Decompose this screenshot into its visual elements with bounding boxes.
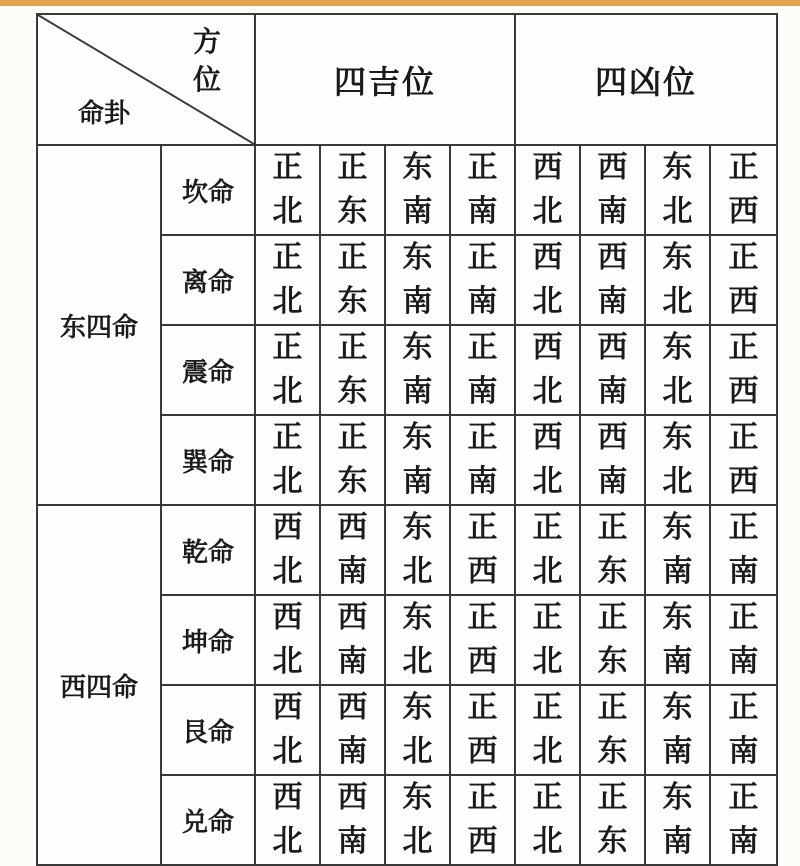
direction-char: 正: [728, 600, 759, 635]
direction-char: 北: [272, 194, 303, 229]
direction-char: 正: [532, 780, 563, 815]
direction-char: 东: [402, 510, 433, 545]
direction-char: 西: [532, 330, 563, 365]
direction-char: 北: [532, 554, 563, 589]
auspicious-direction-cell: [320, 775, 385, 865]
direction-char: 南: [337, 734, 368, 769]
trigram-label: 艮命: [161, 685, 255, 775]
direction-char: 东: [662, 150, 693, 185]
corner-gua-label: 命卦: [78, 99, 131, 129]
corner-direction-char-2: 位: [192, 63, 221, 96]
direction-char: 西: [272, 600, 303, 635]
direction-char: 南: [597, 194, 628, 229]
inauspicious-direction-cell: [515, 235, 580, 325]
auspicious-direction-cell: [255, 505, 320, 595]
direction-char: 正: [597, 510, 628, 545]
direction-char: 北: [272, 734, 303, 769]
direction-char: 正: [337, 240, 368, 275]
trigram-label: 兑命: [161, 775, 255, 865]
inauspicious-direction-cell: [515, 595, 580, 685]
direction-char: 南: [597, 464, 628, 499]
direction-char: 西: [532, 420, 563, 455]
direction-char: 正: [467, 150, 498, 185]
direction-char: 正: [597, 780, 628, 815]
direction-char: 西: [532, 240, 563, 275]
direction-char: 南: [402, 194, 433, 229]
direction-char: 正: [337, 330, 368, 365]
inauspicious-direction-cell: [580, 235, 645, 325]
inauspicious-direction-cell: [645, 775, 710, 865]
auspicious-direction-cell: [320, 325, 385, 415]
direction-char: 北: [662, 374, 693, 409]
direction-char: 西: [728, 194, 759, 229]
inauspicious-direction-cell: [710, 775, 777, 865]
direction-char: 北: [272, 644, 303, 679]
group-label: 东四命: [37, 145, 161, 505]
direction-char: 西: [467, 824, 498, 859]
direction-char: 东: [597, 554, 628, 589]
auspicious-direction-cell: [385, 685, 450, 775]
direction-char: 正: [728, 150, 759, 185]
inauspicious-direction-cell: [580, 505, 645, 595]
direction-char: 北: [272, 554, 303, 589]
direction-char: 东: [662, 240, 693, 275]
direction-char: 正: [337, 420, 368, 455]
direction-char: 正: [728, 420, 759, 455]
direction-char: 北: [402, 644, 433, 679]
auspicious-direction-cell: [385, 415, 450, 505]
direction-char: 东: [402, 420, 433, 455]
corner-direction-label: [190, 23, 224, 99]
direction-char: 南: [337, 824, 368, 859]
direction-char: 西: [728, 464, 759, 499]
trigram-label: 巽命: [161, 415, 255, 505]
direction-char: 西: [337, 780, 368, 815]
auspicious-direction-cell: [450, 145, 515, 235]
direction-char: 正: [467, 690, 498, 725]
direction-char: 正: [467, 600, 498, 635]
direction-char: 北: [662, 194, 693, 229]
direction-char: 北: [272, 284, 303, 319]
direction-char: 西: [337, 600, 368, 635]
direction-char: 南: [402, 464, 433, 499]
direction-char: 东: [402, 330, 433, 365]
direction-char: 东: [402, 240, 433, 275]
inauspicious-direction-cell: [580, 775, 645, 865]
direction-char: 南: [728, 554, 759, 589]
direction-char: 正: [597, 600, 628, 635]
direction-char: 东: [337, 194, 368, 229]
direction-char: 北: [532, 824, 563, 859]
inauspicious-direction-cell: [710, 145, 777, 235]
inauspicious-direction-cell: [515, 685, 580, 775]
direction-char: 西: [597, 150, 628, 185]
direction-char: 正: [272, 420, 303, 455]
trigram-label: 坎命: [161, 145, 255, 235]
inauspicious-direction-cell: [515, 505, 580, 595]
direction-char: 正: [272, 240, 303, 275]
inauspicious-direction-cell: [710, 505, 777, 595]
corner-header-cell: [37, 14, 255, 145]
direction-char: 北: [532, 374, 563, 409]
direction-char: 西: [337, 510, 368, 545]
inauspicious-direction-cell: [710, 415, 777, 505]
inauspicious-direction-cell: [645, 685, 710, 775]
inauspicious-direction-cell: [645, 505, 710, 595]
auspicious-direction-cell: [450, 235, 515, 325]
direction-char: 东: [597, 644, 628, 679]
auspicious-direction-cell: [320, 505, 385, 595]
direction-char: 南: [662, 554, 693, 589]
direction-char: 南: [467, 464, 498, 499]
auspicious-direction-cell: [320, 235, 385, 325]
direction-char: 南: [467, 194, 498, 229]
direction-char: 正: [597, 690, 628, 725]
direction-char: 东: [662, 330, 693, 365]
direction-char: 东: [662, 420, 693, 455]
auspicious-direction-cell: [320, 415, 385, 505]
direction-char: 北: [402, 734, 433, 769]
direction-char: 北: [272, 824, 303, 859]
direction-char: 东: [662, 780, 693, 815]
inauspicious-direction-cell: [580, 595, 645, 685]
inauspicious-direction-cell: [515, 775, 580, 865]
auspicious-direction-cell: [255, 685, 320, 775]
direction-char: 西: [467, 554, 498, 589]
auspicious-header: 四吉位: [255, 14, 515, 145]
direction-char: 北: [662, 464, 693, 499]
inauspicious-direction-cell: [710, 595, 777, 685]
inauspicious-direction-cell: [580, 325, 645, 415]
direction-char: 东: [662, 690, 693, 725]
direction-char: 东: [337, 284, 368, 319]
auspicious-direction-cell: [385, 235, 450, 325]
direction-char: 北: [532, 464, 563, 499]
group-label: 西四命: [37, 505, 161, 865]
direction-char: 东: [597, 734, 628, 769]
direction-char: 南: [597, 284, 628, 319]
table-row: [37, 505, 777, 595]
direction-char: 南: [662, 644, 693, 679]
auspicious-direction-cell: [255, 235, 320, 325]
direction-char: 东: [662, 600, 693, 635]
direction-char: 北: [402, 554, 433, 589]
direction-char: 正: [272, 150, 303, 185]
inauspicious-direction-cell: [515, 145, 580, 235]
direction-char: 东: [402, 150, 433, 185]
direction-char: 北: [662, 284, 693, 319]
direction-char: 南: [337, 644, 368, 679]
direction-char: 正: [467, 510, 498, 545]
direction-char: 北: [272, 374, 303, 409]
auspicious-direction-cell: [450, 595, 515, 685]
direction-char: 正: [467, 330, 498, 365]
direction-char: 南: [728, 734, 759, 769]
direction-char: 北: [532, 194, 563, 229]
direction-char: 南: [597, 374, 628, 409]
inauspicious-direction-cell: [515, 325, 580, 415]
direction-char: 西: [532, 150, 563, 185]
auspicious-direction-cell: [320, 685, 385, 775]
direction-char: 正: [728, 330, 759, 365]
direction-char: 南: [402, 284, 433, 319]
corner-direction-char-1: 方: [192, 25, 221, 58]
inauspicious-direction-cell: [580, 145, 645, 235]
table-row: [37, 145, 777, 235]
direction-char: 西: [272, 690, 303, 725]
direction-char: 北: [532, 644, 563, 679]
direction-char: 西: [467, 644, 498, 679]
direction-char: 西: [597, 240, 628, 275]
inauspicious-direction-cell: [710, 685, 777, 775]
inauspicious-direction-cell: [710, 235, 777, 325]
auspicious-direction-cell: [385, 775, 450, 865]
direction-char: 正: [467, 240, 498, 275]
inauspicious-direction-cell: [710, 325, 777, 415]
auspicious-direction-cell: [320, 595, 385, 685]
direction-char: 西: [337, 690, 368, 725]
direction-char: 南: [467, 374, 498, 409]
auspicious-direction-cell: [450, 325, 515, 415]
direction-char: 南: [728, 824, 759, 859]
direction-char: 东: [402, 780, 433, 815]
auspicious-direction-cell: [450, 415, 515, 505]
auspicious-direction-cell: [385, 505, 450, 595]
direction-char: 西: [272, 780, 303, 815]
direction-char: 东: [402, 690, 433, 725]
direction-char: 西: [272, 510, 303, 545]
trigram-label: 离命: [161, 235, 255, 325]
ming-gua-direction-table: [36, 13, 778, 866]
inauspicious-direction-cell: [580, 685, 645, 775]
direction-char: 正: [532, 510, 563, 545]
direction-char: 西: [467, 734, 498, 769]
inauspicious-direction-cell: [645, 145, 710, 235]
direction-char: 正: [337, 150, 368, 185]
inauspicious-header: 四凶位: [515, 14, 777, 145]
inauspicious-direction-cell: [645, 235, 710, 325]
direction-char: 东: [597, 824, 628, 859]
auspicious-direction-cell: [320, 145, 385, 235]
direction-char: 东: [337, 464, 368, 499]
direction-char: 南: [337, 554, 368, 589]
direction-char: 正: [728, 690, 759, 725]
direction-char: 北: [532, 284, 563, 319]
direction-char: 南: [467, 284, 498, 319]
direction-char: 南: [728, 644, 759, 679]
direction-char: 正: [728, 510, 759, 545]
direction-char: 东: [337, 374, 368, 409]
trigram-label: 坤命: [161, 595, 255, 685]
inauspicious-direction-cell: [645, 415, 710, 505]
auspicious-direction-cell: [255, 145, 320, 235]
inauspicious-direction-cell: [645, 595, 710, 685]
direction-char: 南: [662, 824, 693, 859]
direction-char: 南: [402, 374, 433, 409]
direction-char: 西: [597, 420, 628, 455]
auspicious-direction-cell: [450, 685, 515, 775]
trigram-label: 乾命: [161, 505, 255, 595]
auspicious-direction-cell: [255, 325, 320, 415]
auspicious-direction-cell: [385, 145, 450, 235]
direction-char: 西: [597, 330, 628, 365]
direction-char: 正: [728, 240, 759, 275]
direction-char: 西: [728, 374, 759, 409]
auspicious-direction-cell: [450, 505, 515, 595]
direction-char: 正: [532, 690, 563, 725]
direction-char: 东: [662, 510, 693, 545]
auspicious-direction-cell: [385, 595, 450, 685]
auspicious-direction-cell: [255, 415, 320, 505]
direction-char: 正: [532, 600, 563, 635]
direction-char: 正: [728, 780, 759, 815]
auspicious-direction-cell: [255, 775, 320, 865]
direction-char: 正: [467, 780, 498, 815]
inauspicious-direction-cell: [580, 415, 645, 505]
trigram-label: 震命: [161, 325, 255, 415]
auspicious-direction-cell: [450, 775, 515, 865]
top-accent-bar: [0, 0, 800, 6]
inauspicious-direction-cell: [645, 325, 710, 415]
direction-char: 正: [467, 420, 498, 455]
header-row: [37, 14, 777, 145]
auspicious-direction-cell: [255, 595, 320, 685]
direction-char: 西: [728, 284, 759, 319]
direction-char: 东: [402, 600, 433, 635]
direction-char: 正: [272, 330, 303, 365]
direction-char: 北: [402, 824, 433, 859]
direction-char: 南: [662, 734, 693, 769]
direction-char: 北: [532, 734, 563, 769]
inauspicious-direction-cell: [515, 415, 580, 505]
auspicious-direction-cell: [385, 325, 450, 415]
direction-char: 北: [272, 464, 303, 499]
